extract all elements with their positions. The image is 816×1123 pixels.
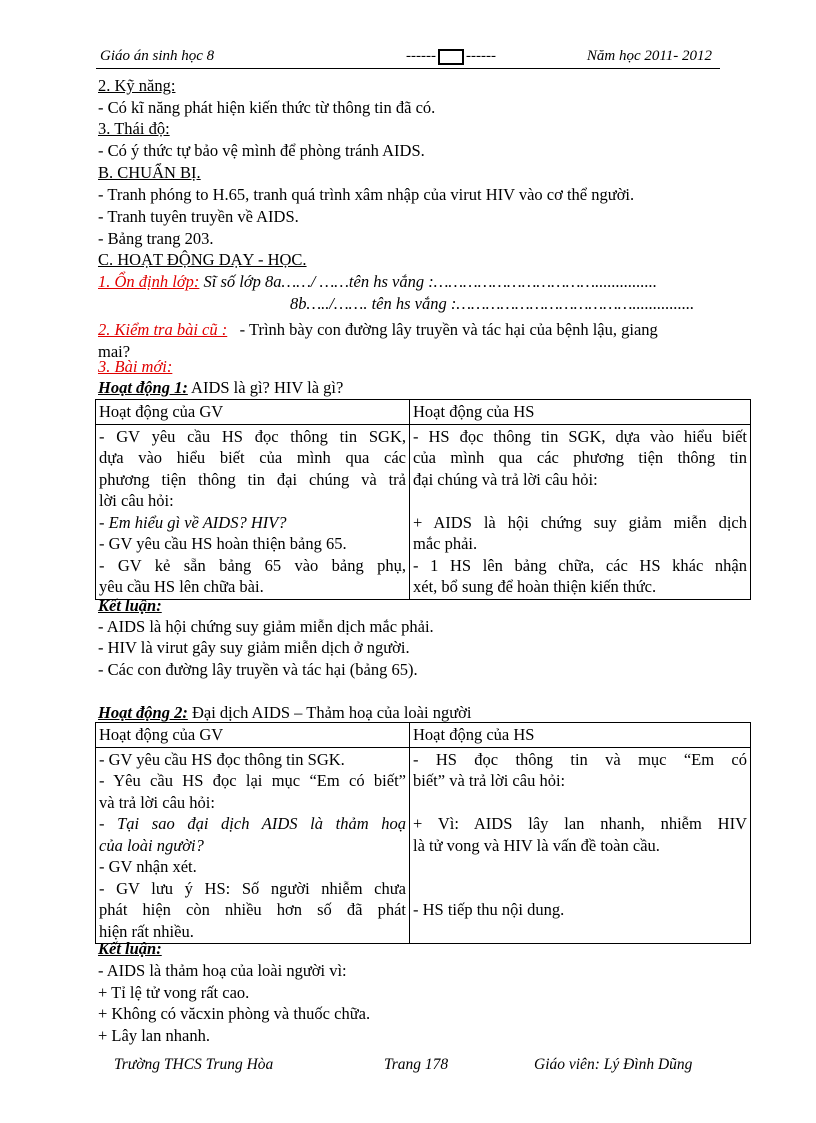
ondinh-line1: 1. Ổn định lớp: Sĩ số lớp 8a……/ ……tên hs vắng :……………………………............... [98, 272, 657, 291]
col-gv-header: Hoạt động của GV [96, 400, 410, 425]
header-center: ------ ------ [406, 48, 496, 64]
section-title-kynang: 2. Kỹ năng: [98, 76, 176, 95]
gv-cell: - GV yêu cầu HS đọc thông tin SGK. - Yêu cầu HS đọc lại mục “Em có biết” và trả lời câu hỏi: - Tại sao đại dịch AIDS là thảm hoạ của loài người? - GV nhận xét. - GV lưu ý HS: Số người nhiễm chưa phát hiện còn nhiều hơn số đã phát hiện rất nhiều. [96, 747, 410, 944]
ketluan2-item: + Không có văcxin phòng và thuốc chữa. [98, 1004, 371, 1023]
baimoi-label: 3. Bài mới: [98, 357, 173, 376]
col-gv-header: Hoạt động của GV [96, 723, 410, 748]
hs-cell: - HS đọc thông tin và mục “Em có biết” và trả lời câu hỏi: + Vì: AIDS lây lan nhanh, nhiễm HIV là tử vong và HIV là vấn đề toàn cầu. - HS tiếp thu nội dung. [410, 747, 751, 944]
ketluan1-item: - Các con đường lây truyền và tác hại (bảng 65). [98, 660, 418, 679]
ketluan1-item: - HIV là virut gây suy giảm miễn dịch ở người. [98, 638, 410, 657]
hd2-label: Hoạt động 2: [98, 703, 188, 722]
ketluan1-title: Kết luận: [98, 596, 162, 615]
footer-school: Trường THCS Trung Hòa [114, 1056, 274, 1073]
table-header-row [96, 400, 751, 425]
table-row [96, 424, 751, 599]
chuanbi-item: - Tranh tuyên truyền về AIDS. [98, 207, 299, 226]
table-row [96, 747, 751, 944]
hd2-table [95, 722, 751, 944]
hs-cell: - HS đọc thông tin SGK, dựa vào hiểu biết của mình qua các phương tiện thông tin đại chúng và trả lời câu hỏi: + AIDS là hội chứng suy giảm miễn dịch mắc phải. - 1 HS lên bảng chữa, các HS khác nhận xét, bổ sung để hoàn thiện kiến thức. [410, 424, 751, 599]
kiemtra-label: 2. Kiểm tra bài cũ : [98, 320, 228, 339]
kiemtra-line1: 2. Kiểm tra bài cũ : - Trình bày con đường lây truyền và tác hại của bệnh lậu, giang [98, 320, 658, 339]
section-title-chuanbi: B. CHUẨN BỊ. [98, 163, 201, 182]
hd1-table [95, 399, 751, 600]
thaido-text: - Có ý thức tự bảo vệ mình để phòng tránh AIDS. [98, 141, 425, 160]
ketluan2-item: + Tỉ lệ tử vong rất cao. [98, 983, 250, 1002]
header-subject: Giáo án sinh học 8 [100, 48, 215, 64]
footer-page: Trang 178 [384, 1056, 449, 1073]
chuanbi-item: - Bảng trang 203. [98, 229, 214, 248]
book-icon [438, 49, 464, 65]
hd1-label: Hoạt động 1: [98, 378, 188, 397]
col-hs-header: Hoạt động của HS [410, 400, 751, 425]
gv-cell: - GV yêu cầu HS đọc thông tin SGK, dựa vào hiểu biết của mình qua các phương tiện thông tin đại chúng và trả lời câu hỏi: - Em hiểu gì về AIDS? HIV? - GV yêu cầu HS hoàn thiện bảng 65. - GV kẻ sẵn bảng 65 vào bảng phụ, yêu cầu HS lên chữa bài. [96, 424, 410, 599]
section-title-hoatdong: C. HOẠT ĐỘNG DẠY - HỌC. [98, 250, 307, 269]
ondinh-label: 1. Ổn định lớp: [98, 272, 200, 291]
col-hs-header: Hoạt động của HS [410, 723, 751, 748]
footer-teacher: Giáo viên: Lý Đình Dũng [534, 1056, 693, 1073]
ketluan2-item: + Lây lan nhanh. [98, 1026, 210, 1045]
section-title-thaido: 3. Thái độ: [98, 119, 170, 138]
hd2-heading: Hoạt động 2: Đại dịch AIDS – Thảm hoạ của loài người [98, 703, 472, 722]
ketluan1-item: - AIDS là hội chứng suy giảm miễn dịch mắc phải. [98, 617, 434, 636]
kynang-text: - Có kĩ năng phát hiện kiến thức từ thông tin đã có. [98, 98, 436, 117]
ketluan2-item: - AIDS là thảm hoạ của loài người vì: [98, 961, 347, 980]
kiemtra-line2: mai? [98, 342, 131, 361]
ketluan2-title: Kết luận: [98, 939, 162, 958]
ondinh-line2: 8b…../……. tên hs vắng :………………………………............... [290, 294, 695, 313]
page-header [96, 46, 720, 69]
chuanbi-item: - Tranh phóng to H.65, tranh quá trình xâm nhập của virut HIV vào cơ thể người. [98, 185, 635, 204]
hd1-heading: Hoạt động 1: AIDS là gì? HIV là gì? [98, 378, 344, 397]
table-header-row [96, 723, 751, 748]
header-year: Năm học 2011- 2012 [586, 48, 712, 64]
